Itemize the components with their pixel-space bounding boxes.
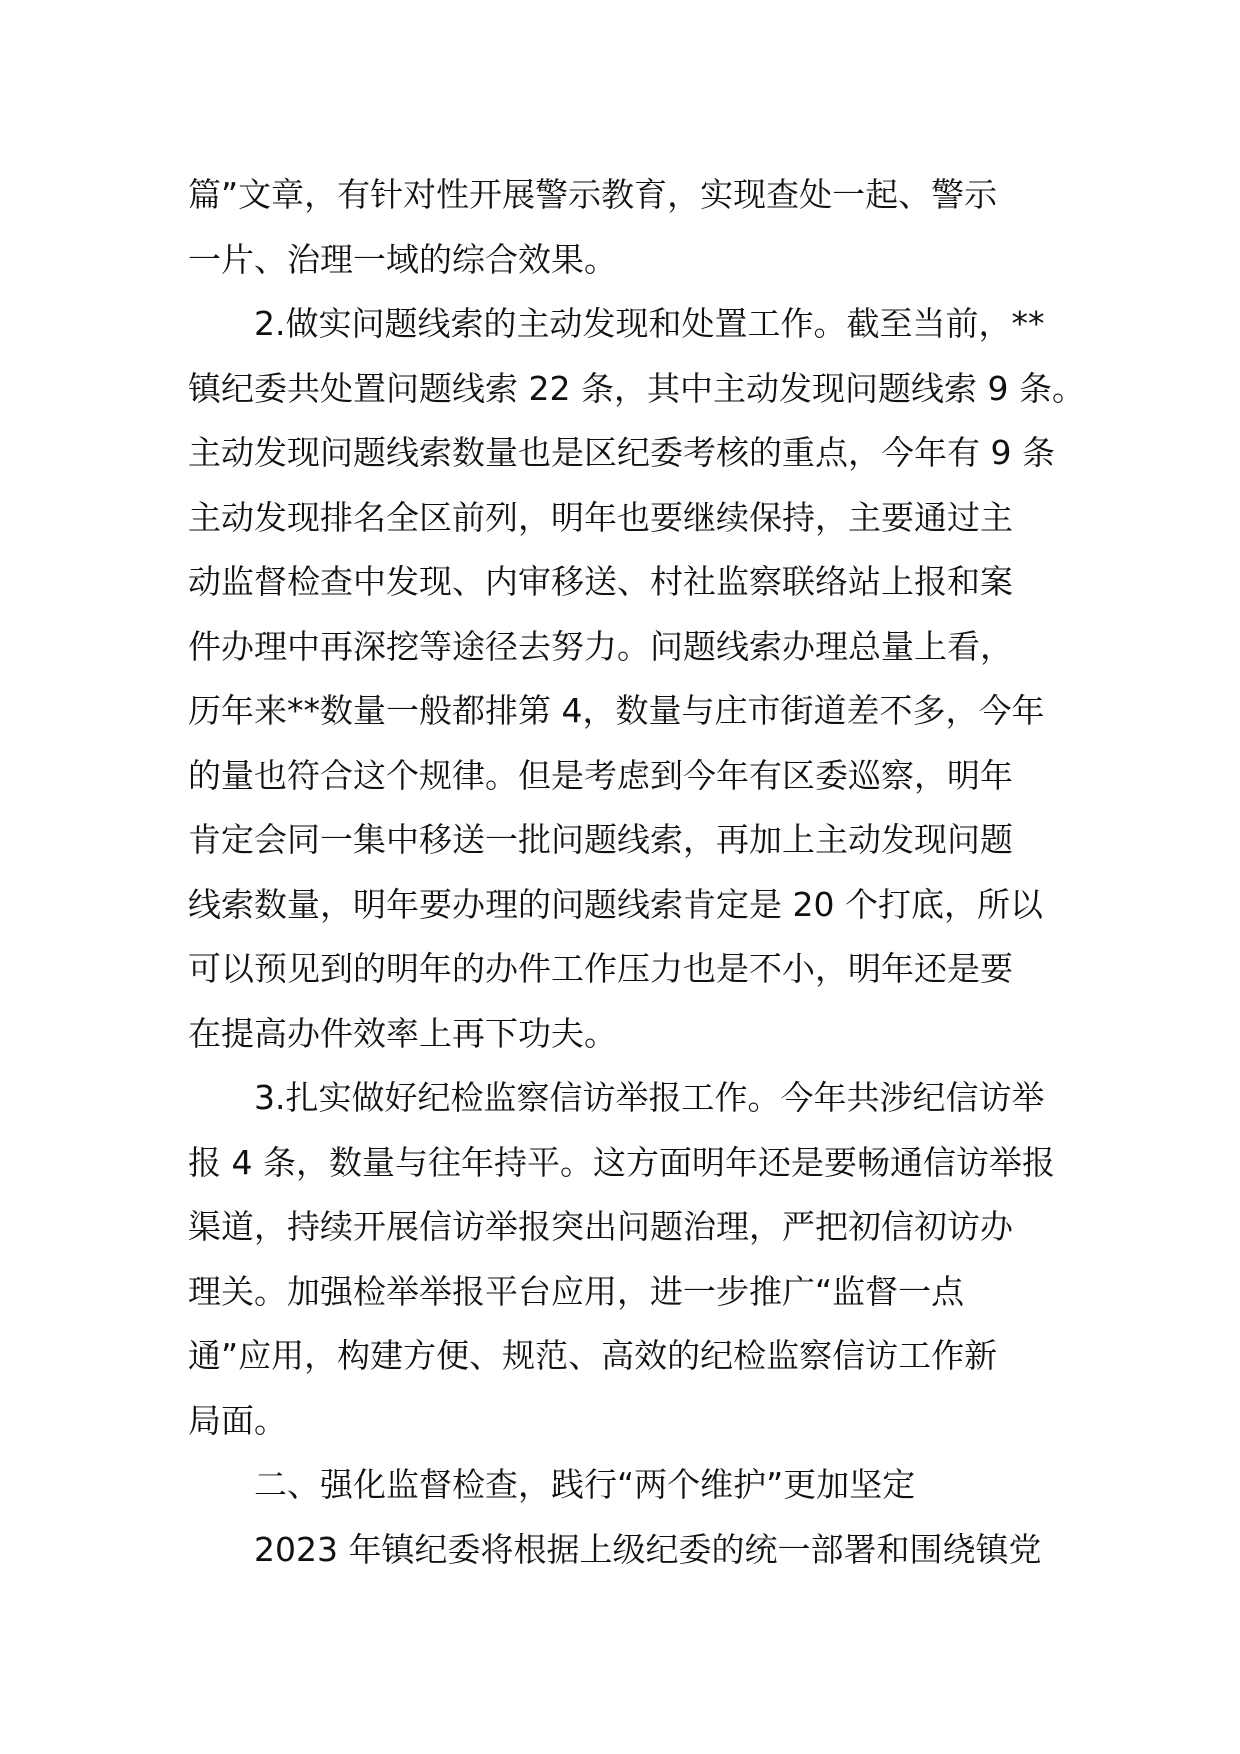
text-line: 局面。 [188,1400,287,1440]
text-line: 报 4 条，数量与往年持平。这方面明年还是要畅通信访举报 [188,1142,1055,1182]
text-line: 主动发现问题线索数量也是区纪委考核的重点，今年有 9 条 [188,433,1055,472]
text-line: 渠道，持续开展信访举报突出问题治理，严把初信初访办 [188,1207,1013,1246]
section-heading: 二、强化监督检查，践行“两个维护”更加坚定 [254,1465,916,1504]
text-line: 2.做实问题线索的主动发现和处置工作。截至当前，** [254,304,1045,343]
text-line: 篇”文章，有针对性开展警示教育，实现查处一起、警示 [188,175,998,214]
text-line: 3.扎实做好纪检监察信访举报工作。今年共涉纪信访举 [254,1078,1045,1117]
text-line: 理关。加强检举举报平台应用，进一步推广“监督一点 [188,1271,965,1311]
text-line: 2023 年镇纪委将根据上级纪委的统一部署和围绕镇党 [254,1529,1042,1569]
text-line: 的量也符合这个规律。但是考虑到今年有区委巡察，明年 [188,755,1013,795]
text-line: 件办理中再深挖等途径去努力。问题线索办理总量上看， [188,626,1013,666]
text-line: 动监督检查中发现、内审移送、村社监察联络站上报和案 [188,562,1013,601]
text-line: 在提高办件效率上再下功夫。 [188,1013,617,1053]
text-line: 线索数量，明年要办理的问题线索肯定是 20 个打底，所以 [188,884,1043,924]
text-line: 通”应用，构建方便、规范、高效的纪检监察信访工作新 [188,1336,998,1375]
document-body [188,163,1085,1582]
text-line: 历年来**数量一般都排第 4，数量与庄市街道差不多，今年 [188,691,1045,730]
text-line: 可以预见到的明年的办件工作压力也是不小，明年还是要 [188,949,1013,988]
text-line: 一片、治理一域的综合效果。 [188,239,617,279]
text-line: 主动发现排名全区前列，明年也要继续保持，主要通过主 [188,497,1013,537]
text-line: 镇纪委共处置问题线索 22 条，其中主动发现问题线索 9 条。 [188,368,1085,408]
text-line: 肯定会同一集中移送一批问题线索，再加上主动发现问题 [188,820,1013,859]
